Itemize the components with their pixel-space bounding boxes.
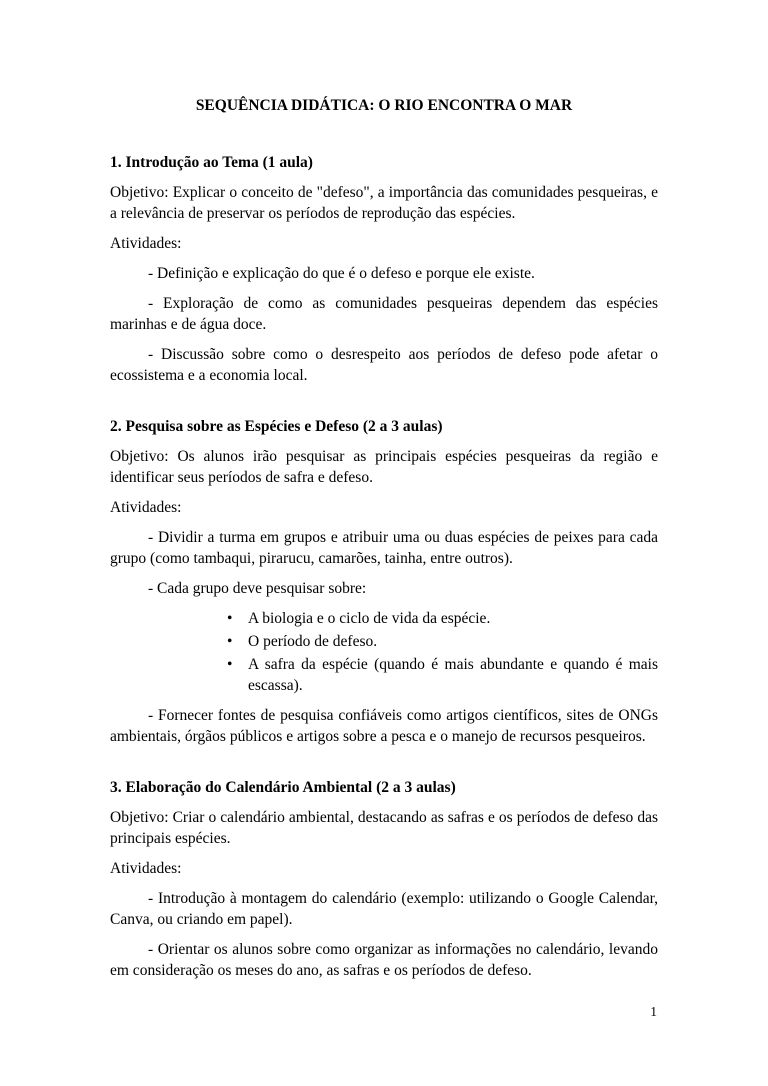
section-1-activity-item: - Definição e explicação do que é o defeso e porque ele existe. [148,265,535,282]
section-2-activity-item: - Cada grupo deve pesquisar sobre: [148,580,367,597]
section-1-activities-label: Atividades: [110,235,182,252]
bullet-item: • A biologia e o ciclo de vida da espécie. [110,608,658,629]
bullet-item: • O período de defeso. [110,631,658,652]
section-3-activity-item: - Introdução à montagem do calendário (exemplo: utilizando o Google Calendar, Canva, ou criando em papel). [110,890,658,928]
section-1-objective: Objetivo: Explicar o conceito de "defeso", a importância das comunidades pesqueiras, e a relevância de preservar os períodos de reprodução das espécies. [110,184,658,222]
section-2-activity-item: - Dividir a turma em grupos e atribuir uma ou duas espécies de peixes para cada grupo (como tambaqui, pirarucu, camarões, tainha, entre outros). [110,529,658,567]
section-2-bullet-list [110,608,658,696]
section-3-heading: 3. Elaboração do Calendário Ambiental (2 a 3 aulas) [110,779,456,796]
section-3-objective: Objetivo: Criar o calendário ambiental, destacando as safras e os períodos de defeso das principais espécies. [110,809,658,847]
section-2-heading: 2. Pesquisa sobre as Espécies e Defeso (2 a 3 aulas) [110,418,443,435]
page-number: 1 [650,1004,657,1019]
section-3-activity-item: - Orientar os alunos sobre como organizar as informações no calendário, levando em consideração os meses do ano, as safras e os períodos de defeso. [110,941,658,979]
document-content [110,95,658,990]
bullet-item: • A safra da espécie (quando é mais abundante e quando é mais escassa). [110,654,658,696]
section-2-activities-label: Atividades: [110,499,182,516]
section-1-heading: 1. Introdução ao Tema (1 aula) [110,154,313,171]
section-1-activity-item: - Exploração de como as comunidades pesqueiras dependem das espécies marinhas e de água doce. [110,295,658,333]
section-3-activities-label: Atividades: [110,860,182,877]
section-2-objective: Objetivo: Os alunos irão pesquisar as principais espécies pesqueiras da região e identificar seus períodos de safra e defeso. [110,448,658,486]
document-title: SEQUÊNCIA DIDÁTICA: O RIO ENCONTRA O MAR [195,97,573,114]
section-2-activity-item: - Fornecer fontes de pesquisa confiáveis como artigos científicos, sites de ONGs ambientais, órgãos públicos e artigos sobre a pesca e o manejo de recursos pesqueiros. [110,707,658,745]
section-1-activity-item: - Discussão sobre como o desrespeito aos períodos de defeso pode afetar o ecossistema e a economia local. [110,346,658,384]
